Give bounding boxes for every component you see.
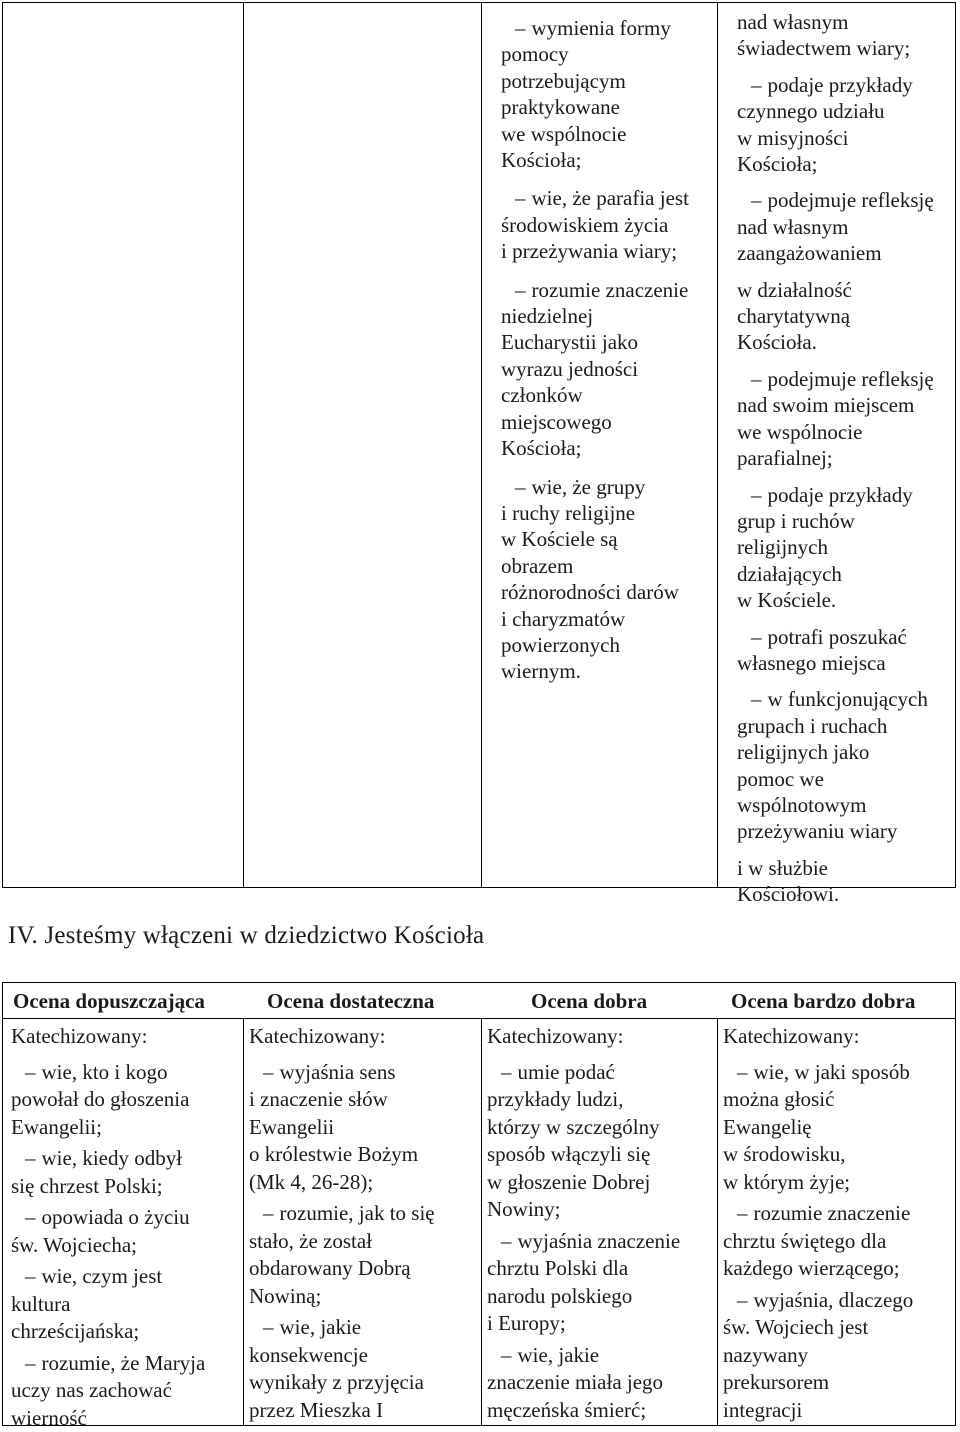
list-item-line: we wspólnocie [501, 121, 715, 147]
list-item-line: przykłady ludzi, [487, 1086, 712, 1114]
list-item-line: grupach i ruchach [737, 713, 955, 739]
list-item-line: przeżywaniu wiary [737, 818, 955, 844]
list-item-first-line: – potrafi poszukać [751, 624, 955, 650]
list-item [737, 624, 955, 677]
column-divider [481, 3, 482, 887]
list-item-line: chrztu Polski dla [487, 1255, 712, 1283]
list-item-first-line: – wie, jakie [263, 1314, 474, 1342]
list-item [723, 1200, 948, 1283]
list-item-line: pomoc we [737, 766, 955, 792]
list-item-line: się chrzest Polski; [11, 1173, 236, 1201]
list-item-line: praktykowane [501, 94, 715, 120]
list-item-line: w Kościele są [501, 526, 715, 552]
list-item-first-line: – wie, kiedy odbył [25, 1145, 236, 1173]
list-item-first-line: i w służbie [737, 855, 955, 881]
list-item-line: Eucharystii jako [501, 329, 715, 355]
list-item [249, 1314, 474, 1424]
list-item-line: zaangażowaniem [737, 240, 955, 266]
list-item-first-line: – podaje przykłady [751, 482, 955, 508]
list-item-line: Kościoła; [737, 151, 955, 177]
list-item [737, 855, 955, 908]
list-item-first-line: – rozumie znaczenie [515, 277, 715, 303]
list-item-line: w którym żyje; [723, 1169, 948, 1197]
student-lead-label: Katechizowany: [249, 1023, 474, 1051]
list-item-line: integracji [723, 1397, 948, 1425]
list-item-line: niedzielnej [501, 303, 715, 329]
list-item-first-line: – wie, kto i kogo [25, 1059, 236, 1087]
column-divider [717, 1019, 718, 1425]
list-item-line: każdego wierzącego; [723, 1255, 948, 1283]
list-item [501, 185, 715, 264]
list-item-first-line: – podaje przykłady [751, 72, 955, 98]
list-item-line: konsekwencje [249, 1342, 474, 1370]
satisfactory-grade-column [249, 1023, 474, 1424]
list-item-line: własnego miejsca [737, 650, 955, 676]
list-item-line: można głosić [723, 1086, 948, 1114]
continued-text [737, 9, 955, 62]
student-lead-label: Katechizowany: [487, 1023, 712, 1051]
header-very-good-grade: Ocena bardzo dobra [731, 989, 915, 1014]
list-item-line: powierzonych [501, 632, 715, 658]
list-item-line: Ewangelię [723, 1114, 948, 1142]
list-item-line: przez Mieszka I [249, 1397, 474, 1425]
list-item [501, 15, 715, 173]
list-item-line: Ewangelii; [11, 1114, 236, 1142]
student-lead-label: Katechizowany: [11, 1023, 236, 1051]
list-item [249, 1200, 474, 1310]
list-item-line: prekursorem [723, 1369, 948, 1397]
good-grade-column [487, 1023, 712, 1424]
list-item-first-line: – podejmuje refleksję [751, 187, 955, 213]
list-item-line: wierność [11, 1405, 236, 1432]
list-item-line: wiernym. [501, 658, 715, 684]
list-item-first-line: – rozumie znaczenie [737, 1200, 948, 1228]
list-item-line: nad własnym [737, 9, 955, 35]
list-item-line: religijnych [737, 534, 955, 560]
list-item [11, 1350, 236, 1432]
list-item [737, 72, 955, 178]
list-item-first-line: – w funkcjonujących [751, 686, 955, 712]
list-item-line: stało, że został [249, 1228, 474, 1256]
list-item [737, 366, 955, 472]
header-satisfactory-grade: Ocena dostateczna [267, 989, 434, 1014]
list-item-line: potrzebującym [501, 68, 715, 94]
list-item-line: powołał do głoszenia [11, 1086, 236, 1114]
list-item-line: różnorodności darów [501, 579, 715, 605]
column-divider [243, 1019, 244, 1425]
list-item-first-line: – rozumie, że Maryja [25, 1350, 236, 1378]
list-item-line: działających [737, 561, 955, 587]
list-item-first-line: – wie, jakie [501, 1342, 712, 1370]
list-item [487, 1342, 712, 1425]
list-item-line: Ewangelii [249, 1114, 474, 1142]
list-item-line: chrztu świętego dla [723, 1228, 948, 1256]
list-item-first-line: – rozumie, jak to się [263, 1200, 474, 1228]
list-item-line: środowiskiem życia [501, 212, 715, 238]
list-item-line: nad swoim miejscem [737, 392, 955, 418]
list-item [11, 1204, 236, 1259]
list-item-first-line: – podejmuje refleksję [751, 366, 955, 392]
list-item [487, 1228, 712, 1338]
list-item-line: i ruchy religijne [501, 500, 715, 526]
list-item-line: obdarowany Dobrą [249, 1255, 474, 1283]
list-item-line: świadectwem wiary; [737, 35, 955, 61]
list-item-line: w głoszenie Dobrej [487, 1169, 712, 1197]
list-item-line: Nowiną; [249, 1283, 474, 1311]
list-item-line: religijnych jako [737, 739, 955, 765]
student-lead-label: Katechizowany: [723, 1023, 948, 1051]
column-divider [243, 3, 244, 887]
list-item [737, 482, 955, 614]
list-item-first-line: – wymienia formy [515, 15, 715, 41]
list-item-line: wspólnotowym [737, 792, 955, 818]
list-item-line: obrazem [501, 553, 715, 579]
list-item-line: pomocy [501, 41, 715, 67]
list-item-first-line: – wyjaśnia sens [263, 1059, 474, 1087]
list-item-line: sposób włączyli się [487, 1141, 712, 1169]
list-item-line: i Europy; [487, 1310, 712, 1338]
column-divider [717, 3, 718, 887]
list-item-line: kultura [11, 1291, 236, 1319]
list-item-first-line: – wie, w jaki sposób [737, 1059, 948, 1087]
header-good-grade: Ocena dobra [531, 989, 647, 1014]
list-item-line: Kościoła. [737, 329, 955, 355]
list-item-line: charytatywną [737, 303, 955, 329]
list-item-line: wynikały z przyjęcia [249, 1369, 474, 1397]
list-item-line: miejscowego [501, 409, 715, 435]
grades-table-header [3, 983, 955, 1019]
list-item-line: Kościoła; [501, 147, 715, 173]
list-item-first-line: – wie, że parafia jest [515, 185, 715, 211]
list-item-line: narodu polskiego [487, 1283, 712, 1311]
list-item-line: w środowisku, [723, 1141, 948, 1169]
list-item-first-line: – opowiada o życiu [25, 1204, 236, 1232]
list-item [737, 277, 955, 356]
list-item-first-line: – wyjaśnia, dlaczego [737, 1287, 948, 1315]
list-item-line: Nowiny; [487, 1196, 712, 1224]
list-item [723, 1059, 948, 1197]
good-grade-column [501, 15, 715, 685]
list-item-first-line: w działalność [737, 277, 955, 303]
list-item-line: nad własnym [737, 214, 955, 240]
list-item-line: uczy nas zachować [11, 1377, 236, 1405]
column-divider [481, 1019, 482, 1425]
sufficient-grade-column [11, 1023, 236, 1432]
list-item-line: i przeżywania wiary; [501, 238, 715, 264]
list-item-first-line: – wie, że grupy [515, 474, 715, 500]
list-item-line: którzy w szczególny [487, 1114, 712, 1142]
list-item [11, 1145, 236, 1200]
list-item-line: grup i ruchów [737, 508, 955, 534]
list-item-line: chrześcijańska; [11, 1318, 236, 1346]
grades-table [2, 982, 956, 1426]
list-item-first-line: – wyjaśnia znaczenie [501, 1228, 712, 1256]
list-item-line: i charyzmatów [501, 606, 715, 632]
list-item [501, 474, 715, 685]
list-item-line: czynnego udziału [737, 98, 955, 124]
list-item [249, 1059, 474, 1197]
list-item-line: i znaczenie słów [249, 1086, 474, 1114]
list-item [737, 686, 955, 844]
very-good-grade-column [737, 9, 955, 908]
list-item-line: Kościoła; [501, 435, 715, 461]
list-item-line: (Mk 4, 26-28); [249, 1169, 474, 1197]
very-good-grade-column [723, 1023, 948, 1424]
list-item [737, 187, 955, 266]
list-item [11, 1263, 236, 1346]
list-item-line: wyrazu jedności [501, 356, 715, 382]
section-title: IV. Jesteśmy włączeni w dziedzictwo Kościoła [8, 922, 484, 950]
list-item-line: męczeńska śmierć; [487, 1397, 712, 1425]
list-item-first-line: – umie podać [501, 1059, 712, 1087]
list-item-line: znaczenie miała jego [487, 1369, 712, 1397]
list-item-line: parafialnej; [737, 445, 955, 471]
header-sufficient-grade: Ocena dopuszczająca [13, 989, 205, 1014]
list-item-line: w misyjności [737, 125, 955, 151]
list-item [11, 1059, 236, 1142]
list-item-line: w Kościele. [737, 587, 955, 613]
list-item-line: św. Wojciecha; [11, 1232, 236, 1260]
list-item [487, 1059, 712, 1224]
list-item [501, 277, 715, 462]
list-item-line: nazywany [723, 1342, 948, 1370]
list-item-line: we wspólnocie [737, 419, 955, 445]
list-item-line: członków [501, 382, 715, 408]
list-item-line: św. Wojciech jest [723, 1314, 948, 1342]
list-item-line: o królestwie Bożym [249, 1141, 474, 1169]
list-item [723, 1287, 948, 1425]
curriculum-table-continuation [2, 2, 956, 888]
list-item-line: Kościołowi. [737, 881, 955, 907]
list-item-first-line: – wie, czym jest [25, 1263, 236, 1291]
